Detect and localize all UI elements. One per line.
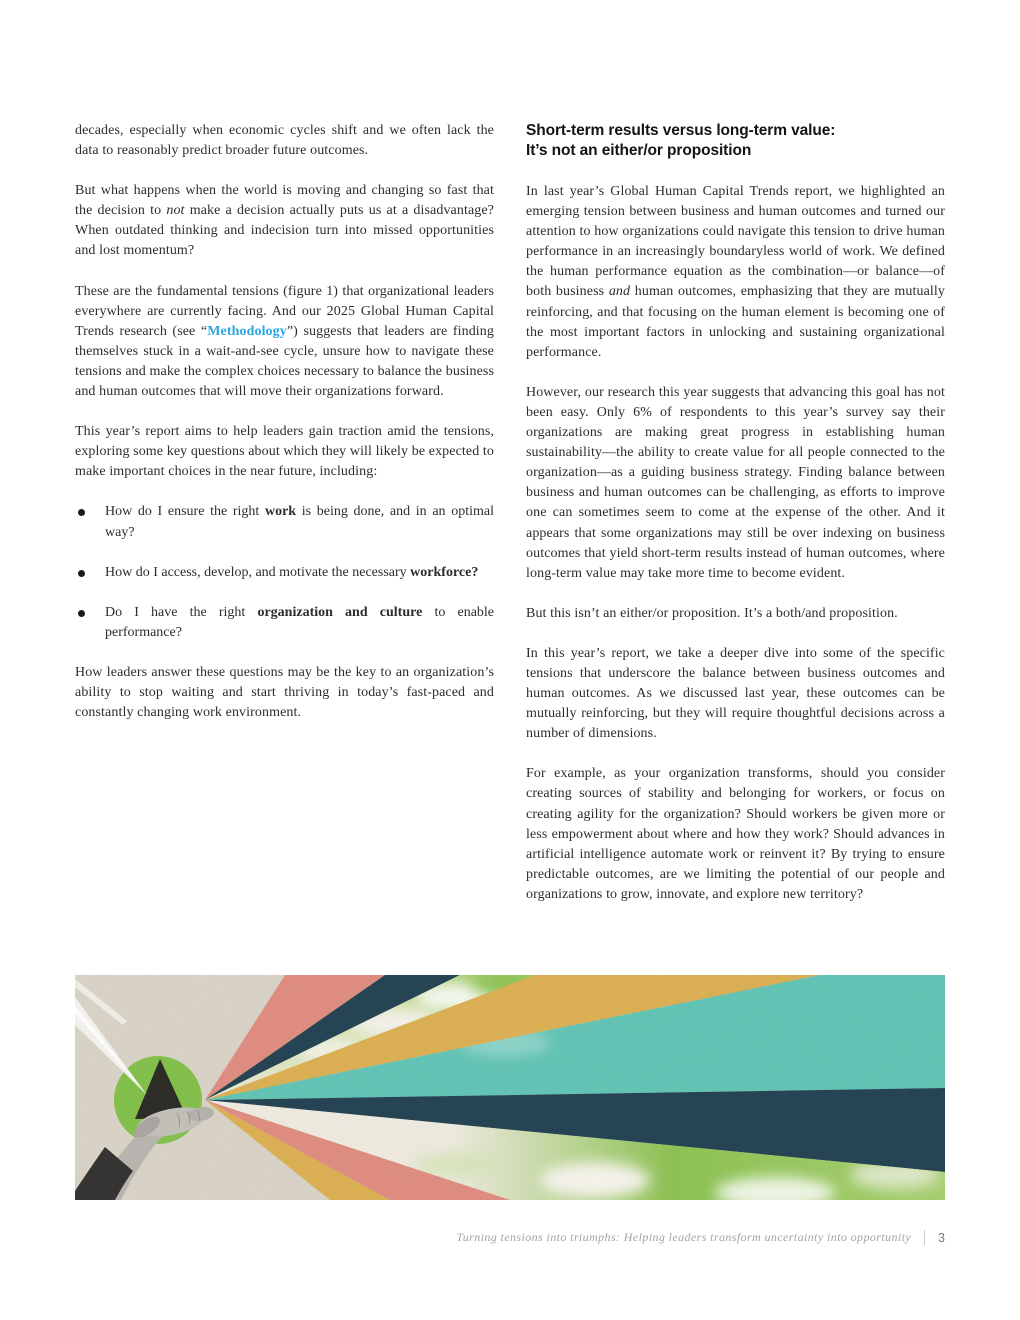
text-run: For example, as your organization transforms, should you consider creating sources of stability and belonging for workers, or focus on creating agility for the organization? Should workers be given more or less empowerment about where and how they work? Should advances in artificial intelligence automate work or reinvent it? By trying to ensure predictable outcomes, are we limiting the potential of our people and organizations to grow, innovate, and explore new territory?	[526, 766, 945, 902]
text-run: decades, especially when economic cycles shift and we often lack the data to reasonably predict broader future outcomes.	[75, 123, 494, 159]
paragraph	[526, 764, 945, 905]
text-run: and	[608, 284, 631, 300]
section-heading-line2: It’s not an either/or proposition	[526, 141, 752, 159]
bullet-icon	[78, 610, 85, 617]
text-run: ”) suggests that leaders are finding themselves stuck in a wait-and-see cycle, unsure how to navigate these tensions and make the complex choices necessary to balance the business and human outcomes that will move their organizations forward.	[75, 323, 495, 400]
text-run: not	[166, 203, 185, 219]
bullet-item	[75, 563, 494, 583]
text-run: But what happens when the world is moving and changing so fast that the decision to	[75, 183, 494, 219]
section-heading	[526, 121, 945, 160]
text-run: How do I access, develop, and motivate the necessary	[105, 564, 411, 580]
grain-texture	[75, 975, 945, 1200]
paragraph	[75, 282, 494, 403]
text-run: But this isn’t an either/or proposition. It’s a both/and proposition.	[526, 605, 898, 621]
text-run: is being done, and in an optimal way?	[105, 504, 494, 540]
footer-divider	[924, 1230, 925, 1245]
text-run: workforce?	[410, 564, 479, 580]
paragraph	[526, 604, 945, 624]
paragraph	[526, 182, 945, 363]
bullet-item	[75, 603, 494, 643]
left-column	[75, 121, 494, 905]
text-run: Do I have the right	[105, 604, 258, 620]
bullet-text	[105, 605, 494, 640]
paragraph	[75, 663, 494, 723]
text-run: to enable performance?	[105, 604, 495, 640]
text-run: However, our research this year suggests that advancing this goal has not been easy. Only 6% of respondents to this year’s survey say their organizations are making great progress in establishing human sustainability—the ability to create value for all people connected to the organization—as a guiding business strategy. Finding balance between business and human outcomes can be challenging, as efforts to improve one can sometimes seem to come at the expense of the other. And it appears that some organizations may still be over indexing on business outcomes that yield short-term results instead of human outcomes, where long-term value may take more time to become evident.	[526, 384, 945, 581]
paragraph	[75, 181, 494, 261]
text-run: These are the fundamental tensions (figure 1) that organizational leaders everywhere are currently facing. And our 2025 Global Human Capital Trends research (see “	[75, 283, 494, 339]
text-run: How do I ensure the right	[105, 504, 265, 520]
paragraph	[526, 644, 945, 744]
text-run: In last year’s Global Human Capital Trends report, we highlighted an emerging tension between business and human outcomes and turned our attention to how organizations could navigate this tension to drive human performance in an increasingly boundaryless world of work. We defined the human performance equation as the combination—or balance—of both business	[526, 184, 945, 300]
text-run: work	[264, 504, 297, 520]
paragraph	[526, 383, 945, 584]
bullet-item	[75, 502, 494, 542]
prism-collage-illustration	[75, 975, 945, 1200]
text-run: This year’s report aims to help leaders gain traction amid the tensions, exploring some key questions about which they will likely be expected to make important choices in the near future, including:	[75, 424, 494, 480]
text-columns	[75, 121, 945, 905]
text-run: In this year’s report, we take a deeper dive into some of the specific tensions that underscore the balance between business outcomes and human outcomes. As we discussed last year, these outcomes can be mutually reinforcing, but they will require thoughtful decisions across a number of dimensions.	[526, 645, 945, 742]
text-run: human outcomes, emphasizing that they are mutually reinforcing, and that focusing on the human element is becoming one of the most important factors in unlocking and sustaining organizational performance.	[526, 284, 945, 360]
page-number: 3	[938, 1230, 945, 1245]
bullet-text	[105, 565, 478, 580]
bullet-text	[105, 504, 494, 539]
bullet-icon	[78, 509, 85, 516]
right-column	[526, 121, 945, 905]
methodology-link[interactable]: Methodology	[207, 323, 287, 339]
running-footer-title: Turning tensions into triumphs: Helping leaders transform uncertainty into opportunity	[456, 1230, 912, 1244]
section-heading-line1: Short-term results versus long-term value:	[526, 122, 836, 139]
paragraph	[75, 121, 494, 161]
bullet-list	[75, 502, 494, 642]
paragraph	[75, 422, 494, 482]
bullet-icon	[78, 570, 85, 577]
text-run: organization and culture	[257, 604, 423, 620]
page-footer	[456, 1230, 945, 1245]
text-run: make a decision actually puts us at a disadvantage? When outdated thinking and indecision turn into missed opportunities and lost momentum?	[75, 203, 494, 259]
text-run: How leaders answer these questions may be the key to an organization’s ability to stop waiting and start thriving in today’s fast-paced and constantly changing work environment.	[75, 664, 494, 721]
